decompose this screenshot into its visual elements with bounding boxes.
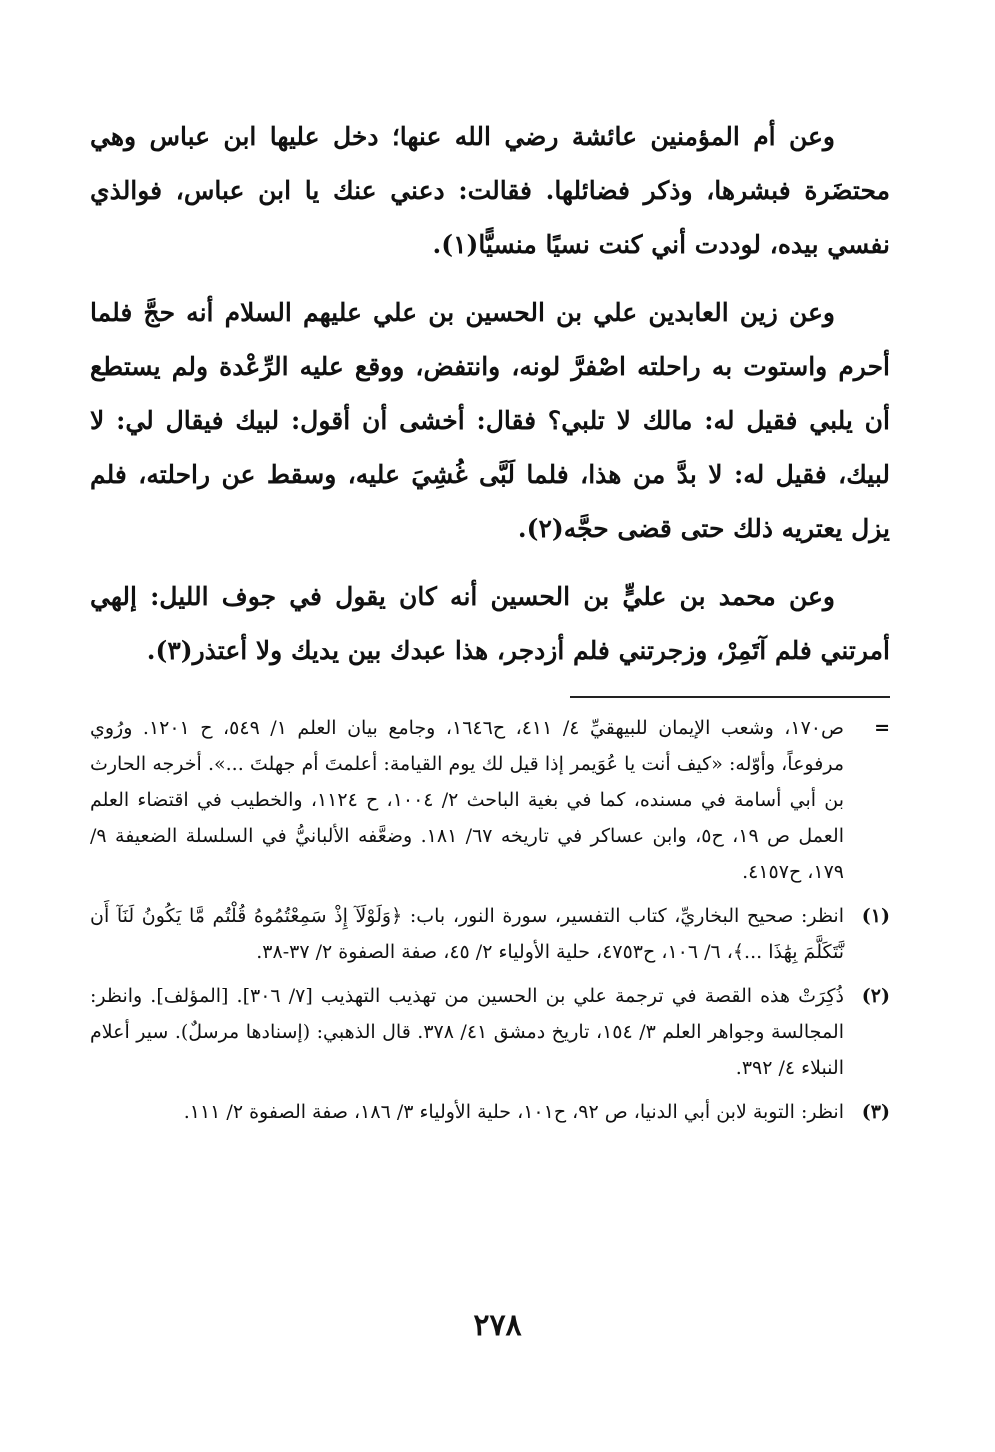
paragraph-aisha: وعن أم المؤمنين عائشة رضي الله عنها؛ دخل عليها ابن عباس وهي محتضَرة فبشرها، وذكر فضائلها. فقالت: دعني عنك يا ابن عباس، فوالذي نفسي بيده، لوددت أني كنت نسيًا منسيًّا(١). bbox=[90, 122, 890, 259]
footnote-divider bbox=[570, 696, 890, 698]
page-number: ٢٧٨ bbox=[473, 1308, 522, 1343]
footnote-2 bbox=[90, 978, 890, 1086]
footnote-text: انظر: صحيح البخاريِّ، كتاب التفسير، سورة النور، باب: ﴿وَلَوْلَآ إِذْ سَمِعْتُمُوهُ قُلْتُم مَّا يَكُونُ لَنَآ أَن نَّتَكَلَّمَ بِهَٰذَا ...﴾، ٦/ ١٠٦، ح٤٧٥٣، حلية الأولياء ٢/ ٤٥، صفة الصفوة ٢/ ٣٧-٣٨. bbox=[90, 905, 844, 963]
footnote-text: ذُكِرَتْ هذه القصة في ترجمة علي بن الحسين من تهذيب التهذيب [٧/ ٣٠٦]. [المؤلف]. وانظر: المجالسة وجواهر العلم ٣/ ١٥٤، تاريخ دمشق ٤١/ ٣٧٨. قال الذهبي: (إسنادها مرسلٌ). سير أعلام النبلاء ٤/ ٣٩٢. bbox=[90, 985, 844, 1079]
footnote-mark: (٣) bbox=[861, 1101, 890, 1123]
paragraph-zain-al-abidin: وعن زين العابدين علي بن الحسين بن علي عليهم السلام أنه حجَّ فلما أحرم واستوت به راحلته اصْفرَّ لونه، وانتفض، ووقع عليه الرِّعْدة ولم يستطع أن يلبي فقيل له: مالك لا تلبي؟ فقال: أخشى أن أقول: لبيك فيقال لي: لا لبيك، فقيل له: لا بدَّ من هذا، فلما لَبَّى غُشِيَ عليه، وسقط عن راحلته، فلم يزل يعتريه ذلك حتى قضى حجَّه(٢). bbox=[90, 298, 890, 543]
footnote-text: انظر: التوبة لابن أبي الدنيا، ص ٩٢، ح١٠١، حلية الأولياء ٣/ ١٨٦، صفة الصفوة ٢/ ١١١. bbox=[183, 1101, 844, 1123]
footnote-mark: (١) bbox=[861, 905, 890, 927]
footnote-3 bbox=[90, 1094, 890, 1130]
footnotes bbox=[90, 710, 890, 1130]
footnote-continued bbox=[90, 710, 890, 890]
footnote-1 bbox=[90, 898, 890, 970]
paragraph-muhammad-bin-ali: وعن محمد بن عليٍّ بن الحسين أنه كان يقول في جوف الليل: إلهي أمرتني فلم آتَمِرْ، وزجرتني فلم أزدجر، هذا عبدك بين يديك ولا أعتذر(٣). bbox=[90, 582, 890, 665]
footnote-text: ص١٧٠، وشعب الإيمان للبيهقيِّ ٤/ ٤١١، ح١٦٤٦، وجامع بيان العلم ١/ ٥٤٩، ح ١٢٠١. ورُوي مرفوعاً، وأوّله: «كيف أنت يا عُوَيمر إذا قيل لك يوم القيامة: أعلمتَ أم جهلتَ ...». أخرجه الحارث بن أبي أسامة في مسنده، كما في بغية الباحث ٢/ ١٠٠٤، ح ١١٢٤، والخطيب في اقتضاء العلم العمل ص ١٩، ح٥، وابن عساكر في تاريخه ٦٧/ ١٨١. وضعَّفه الألبانيُّ في السلسلة الضعيفة ٩/ ١٧٩، ح٤١٥٧. bbox=[90, 717, 844, 883]
footnote-mark: = bbox=[874, 717, 890, 739]
page-body bbox=[90, 110, 890, 1138]
footnote-mark: (٢) bbox=[861, 985, 890, 1007]
